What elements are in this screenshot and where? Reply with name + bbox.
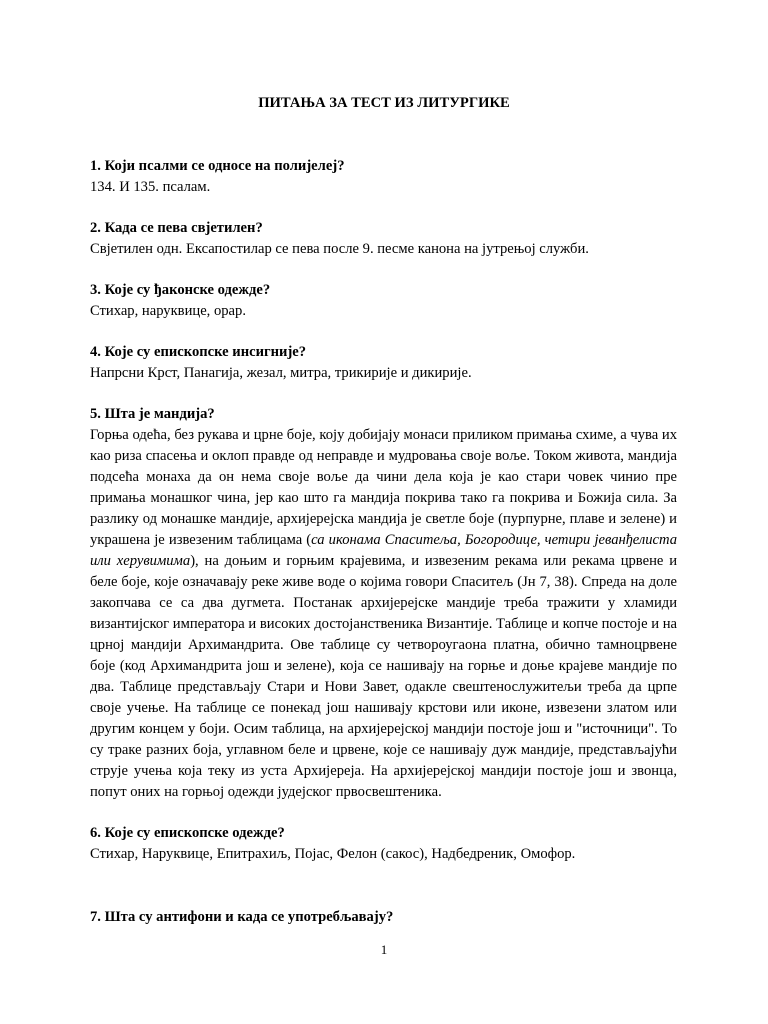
- answer-4: Напрсни Крст, Панагија, жезал, митра, трикирије и дикирије.: [90, 365, 472, 381]
- spacer: [90, 803, 677, 823]
- question-6: 6. Које су епископске одежде?: [90, 825, 285, 841]
- spacer: [90, 865, 677, 907]
- answer-5-part-2: ), на доњим и горњим крајевима, и извезеним рекама или рекама црвене и беле боје, које означавају реке живе воде о којима говори Спаситељ (Јн 7, 38). Спреда на доле закопчава се са два дугмета. Постанак архијерејске мандије треба тражити у хламиди византијског императора и високих достојанственика Византије. Таблице и копче постоје и на црној мандији Архимандрита. Ове таблице су четвороугаона платна, обично тамноцрвене боје (код Архимандрита још и зелене), која се нашивају на горње и доње крајеве мандије по два. Таблице представљају Стари и Нови Завет, одакле свештенослужитељи треба да црпе своје учење. На таблице се понекад још нашивају крстови или иконе, извезени златом или другим концем у боји. Осим таблица, на архијерејској мандији постоје још и "источници". То су траке разних боја, углавном беле и црвене, које се нашивају дуж мандије, представљајући струје учења која теку из уста Архијереја. На архијерејској мандији постоје још и звонца, попут оних на горњој одежди јудејског првосвештеника.: [90, 553, 678, 800]
- document-body: [90, 156, 677, 928]
- page-number: 1: [380, 942, 388, 957]
- answer-5-part-1: Горња одећа, без рукава и црне боје, коју добијају монаси приликом примања схиме, а чува их као риза спасења и оклоп правде од неправде и мудровања своје воље. Током живота, мандија подсећа монаха да он нема своје воље да чини дела која је као стари човек чинио пре примања монашког чина, јер као што га мандија покрива тако га покрива и Божија сила. За разлику од монашке мандије, архијерејска мандија је светле боје (пурпурне, плаве и зелене) и украшена је извезеним таблицама (: [90, 427, 677, 548]
- question-3: 3. Које су ђаконске одежде?: [90, 282, 271, 298]
- question-5: 5. Шта је мандија?: [90, 406, 215, 422]
- answer-1: 134. И 135. псалам.: [90, 179, 211, 195]
- question-2: 2. Када се пева свјетилен?: [90, 220, 263, 236]
- answer-2: Свјетилен одн. Ексапостилар се пева после 9. песме канона на јутрењој служби.: [90, 241, 589, 257]
- page-title: ПИТАЊА ЗА ТЕСТ ИЗ ЛИТУРГИКЕ: [258, 95, 510, 111]
- spacer: [90, 198, 677, 218]
- question-1: 1. Који псалми се односе на полијелеј?: [90, 158, 345, 174]
- answer-5: [90, 425, 677, 803]
- question-7: 7. Шта су антифони и када се употребљавају?: [90, 909, 394, 925]
- answer-6: Стихар, Наруквице, Епитрахиљ, Појас, Фелон (сакос), Надбедреник, Омофор.: [90, 846, 576, 862]
- spacer: [90, 260, 677, 280]
- spacer: [90, 384, 677, 404]
- answer-3: Стихар, наруквице, орар.: [90, 303, 246, 319]
- question-4: 4. Које су епископске инсигније?: [90, 344, 307, 360]
- spacer: [90, 322, 677, 342]
- answer-5-italic: са иконама Спаситеља, Богородице, четири јеванђелиста или херувимима: [90, 532, 678, 569]
